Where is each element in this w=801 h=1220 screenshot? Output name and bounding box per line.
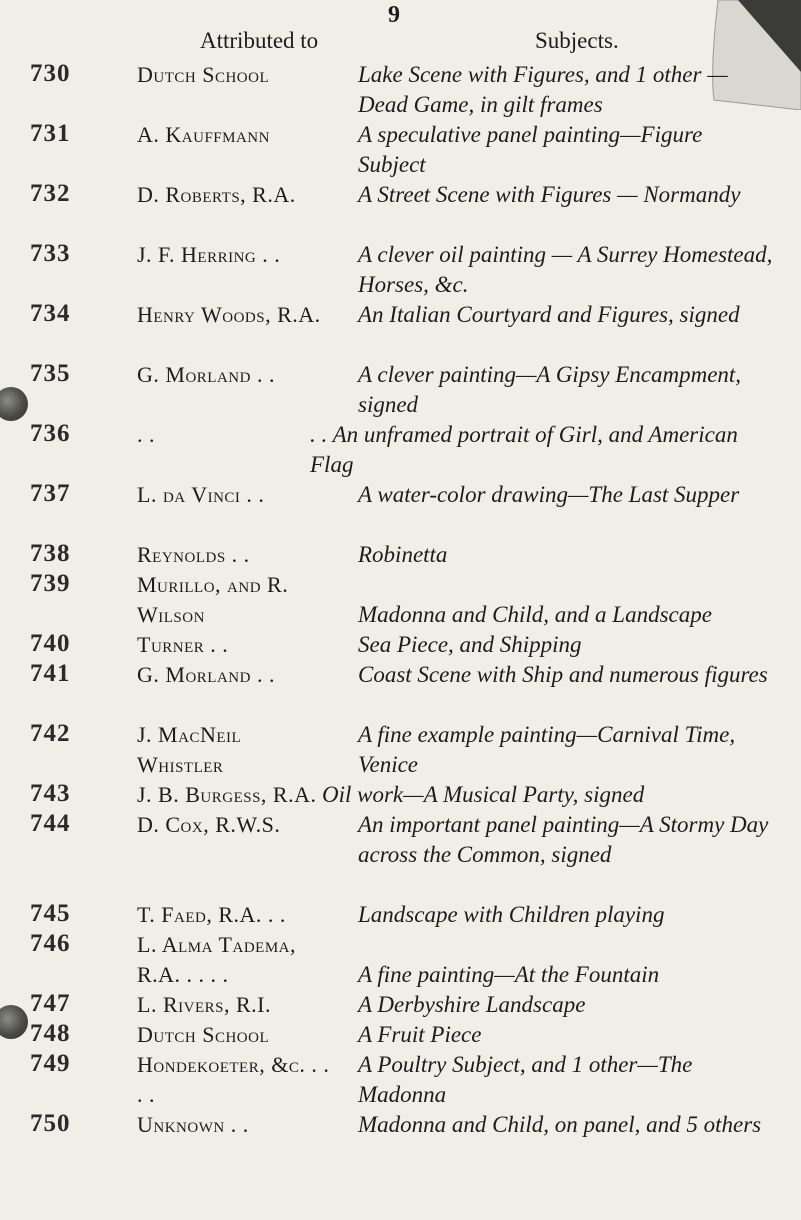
lot-subject: Landscape with Children playing	[358, 902, 665, 927]
lot-number: 744	[30, 810, 71, 837]
lot-number: 750	[30, 1110, 71, 1137]
lot-number: 735	[30, 360, 71, 387]
lot-number: 734	[30, 300, 71, 327]
lot-subject: A fine painting—At the Fountain	[358, 962, 660, 987]
lot-subject: Lake Scene with Figures, and 1 other —Dead Game, in gilt frames	[358, 62, 728, 117]
punch-hole	[0, 1005, 28, 1039]
lot-number: 749	[30, 1050, 71, 1077]
lot-number: 746	[30, 930, 71, 957]
lot-artist: T. Faed, R.A. . .	[137, 902, 286, 927]
lot-artist: D. Cox, R.W.S.	[137, 812, 281, 837]
lot-subject: Robinetta	[358, 542, 448, 567]
lot-subject: Sea Piece, and Shipping	[358, 632, 582, 657]
lot-subject: A clever painting—A Gipsy Encampment, signed	[358, 362, 742, 417]
lot-subject: . . An unframed portrait of Girl, and American Flag	[310, 422, 738, 477]
lot-subject: A Fruit Piece	[358, 1022, 482, 1047]
lot-artist: L. da Vinci . .	[137, 482, 265, 507]
lot-number: 738	[30, 540, 71, 567]
lot-number: 731	[30, 120, 71, 147]
lot-subject: Coast Scene with Ship and numerous figures	[358, 662, 768, 687]
lot-number: 747	[30, 990, 71, 1017]
lot-artist: A. Kauffmann	[137, 122, 270, 147]
attributed-to-header: Attributed to	[200, 28, 319, 53]
lot-number: 737	[30, 480, 71, 507]
lot-number: 740	[30, 630, 71, 657]
lot-subject: Oil work—A Musical Party, signed	[322, 782, 645, 807]
lot-subject: A clever oil painting — A Surrey Homestead, Horses, &c.	[358, 242, 773, 297]
lot-artist: Dutch School	[137, 1022, 270, 1047]
lot-full-line	[137, 780, 777, 810]
lot-artist: Reynolds . .	[137, 542, 250, 567]
lot-number: 736	[30, 420, 71, 447]
punch-hole	[0, 387, 28, 421]
lot-subject: A Derbyshire Landscape	[358, 992, 586, 1017]
lot-artist: G. Morland . .	[137, 362, 275, 387]
lot-subject: Madonna and Child, on panel, and 5 others	[358, 1112, 762, 1137]
lot-artist: Turner . .	[137, 632, 229, 657]
lot-artist: L. Alma Tadema, R.A. . . . .	[137, 932, 296, 987]
lot-artist: J. MacNeil Whistler	[137, 722, 242, 777]
lot-number: 732	[30, 180, 71, 207]
lot-artist: Hondekoeter, &c. . . . .	[137, 1052, 330, 1107]
lot-number: 739	[30, 570, 71, 597]
lot-number: 742	[30, 720, 71, 747]
lot-number: 741	[30, 660, 71, 687]
lot-artist: . .	[137, 422, 155, 447]
lot-subject: A Street Scene with Figures — Normandy	[358, 182, 741, 207]
lot-subject: An Italian Courtyard and Figures, signed	[358, 302, 740, 327]
lot-artist: Murillo, and R. Wilson	[137, 572, 289, 627]
lot-subject: A Poultry Subject, and 1 other—The Madonna	[358, 1052, 693, 1107]
lot-artist: J. B. Burgess, R.A.	[137, 782, 317, 807]
lot-subject: A water-color drawing—The Last Supper	[358, 482, 740, 507]
lot-subject: An important panel painting—A Stormy Day across the Common, signed	[358, 812, 769, 867]
lot-artist: Unknown . .	[137, 1112, 249, 1137]
page-number: 9	[388, 2, 400, 28]
lot-subject: A fine example painting—Carnival Time, Venice	[358, 722, 736, 777]
lot-artist: D. Roberts, R.A.	[137, 182, 296, 207]
lot-number: 748	[30, 1020, 71, 1047]
subjects-header: Subjects.	[535, 28, 619, 53]
lot-subject: Madonna and Child, and a Landscape	[358, 602, 712, 627]
lot-number: 733	[30, 240, 71, 267]
lot-artist: Dutch School	[137, 62, 270, 87]
lot-subject: A speculative panel painting—Figure Subject	[358, 122, 703, 177]
lot-artist: G. Morland . .	[137, 662, 275, 687]
lot-number: 743	[30, 780, 71, 807]
lot-artist: Henry Woods, R.A.	[137, 302, 321, 327]
lot-number: 730	[30, 60, 71, 87]
lot-artist: L. Rivers, R.I.	[137, 992, 271, 1017]
lot-artist: J. F. Herring . .	[137, 242, 281, 267]
lot-number: 745	[30, 900, 71, 927]
